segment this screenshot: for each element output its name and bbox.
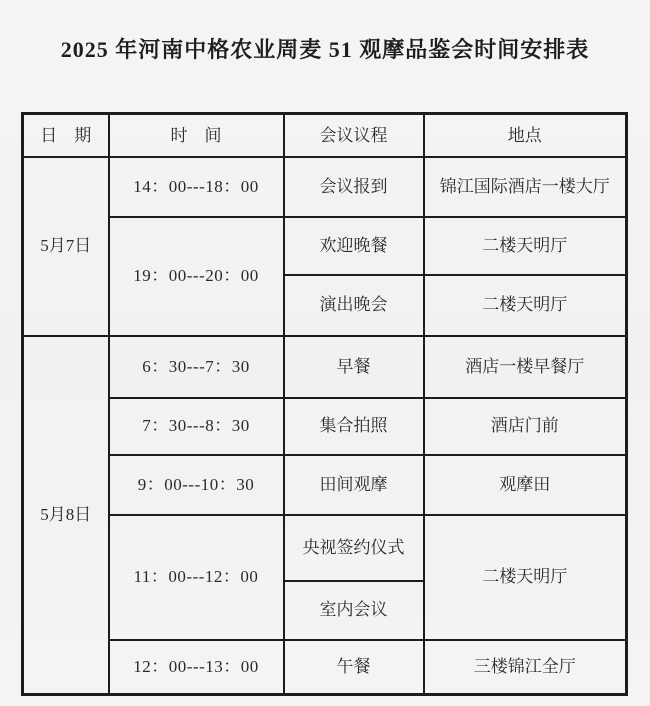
agenda-cell: 田间观摩 <box>284 455 424 515</box>
table-row <box>23 640 627 695</box>
table-row <box>23 157 627 217</box>
time-cell: 19：00---20：00 <box>109 217 284 336</box>
location-cell: 酒店门前 <box>424 398 627 455</box>
header-agenda: 会议议程 <box>284 114 424 157</box>
agenda-cell: 早餐 <box>284 336 424 398</box>
location-cell: 观摩田 <box>424 455 627 515</box>
time-cell: 12：00---13：00 <box>109 640 284 695</box>
location-cell: 锦江国际酒店一楼大厅 <box>424 157 627 217</box>
agenda-cell: 室内会议 <box>284 581 424 640</box>
time-cell: 7：30---8：30 <box>109 398 284 455</box>
location-cell: 酒店一楼早餐厅 <box>424 336 627 398</box>
header-time: 时 间 <box>109 114 284 157</box>
table-row <box>23 515 627 581</box>
date-cell-may8: 5月8日 <box>23 336 109 695</box>
location-cell: 二楼天明厅 <box>424 275 627 336</box>
time-cell: 6：30---7：30 <box>109 336 284 398</box>
agenda-cell: 演出晚会 <box>284 275 424 336</box>
header-location: 地点 <box>424 114 627 157</box>
agenda-cell: 会议报到 <box>284 157 424 217</box>
location-cell: 三楼锦江全厅 <box>424 640 627 695</box>
date-cell-may7: 5月7日 <box>23 157 109 336</box>
time-cell: 14：00---18：00 <box>109 157 284 217</box>
agenda-cell: 午餐 <box>284 640 424 695</box>
schedule-table <box>21 112 628 696</box>
location-cell: 二楼天明厅 <box>424 515 627 640</box>
agenda-cell: 央视签约仪式 <box>284 515 424 581</box>
header-date: 日 期 <box>23 114 109 157</box>
location-cell: 二楼天明厅 <box>424 217 627 275</box>
table-header-row <box>23 114 627 157</box>
page-title: 2025 年河南中格农业周麦 51 观摩品鉴会时间安排表 <box>60 37 590 62</box>
agenda-cell: 集合拍照 <box>284 398 424 455</box>
table-row <box>23 398 627 455</box>
time-cell: 9：00---10：30 <box>109 455 284 515</box>
table-row <box>23 336 627 398</box>
agenda-cell: 欢迎晚餐 <box>284 217 424 275</box>
time-cell: 11：00---12：00 <box>109 515 284 640</box>
table-row <box>23 455 627 515</box>
table-row <box>23 217 627 275</box>
